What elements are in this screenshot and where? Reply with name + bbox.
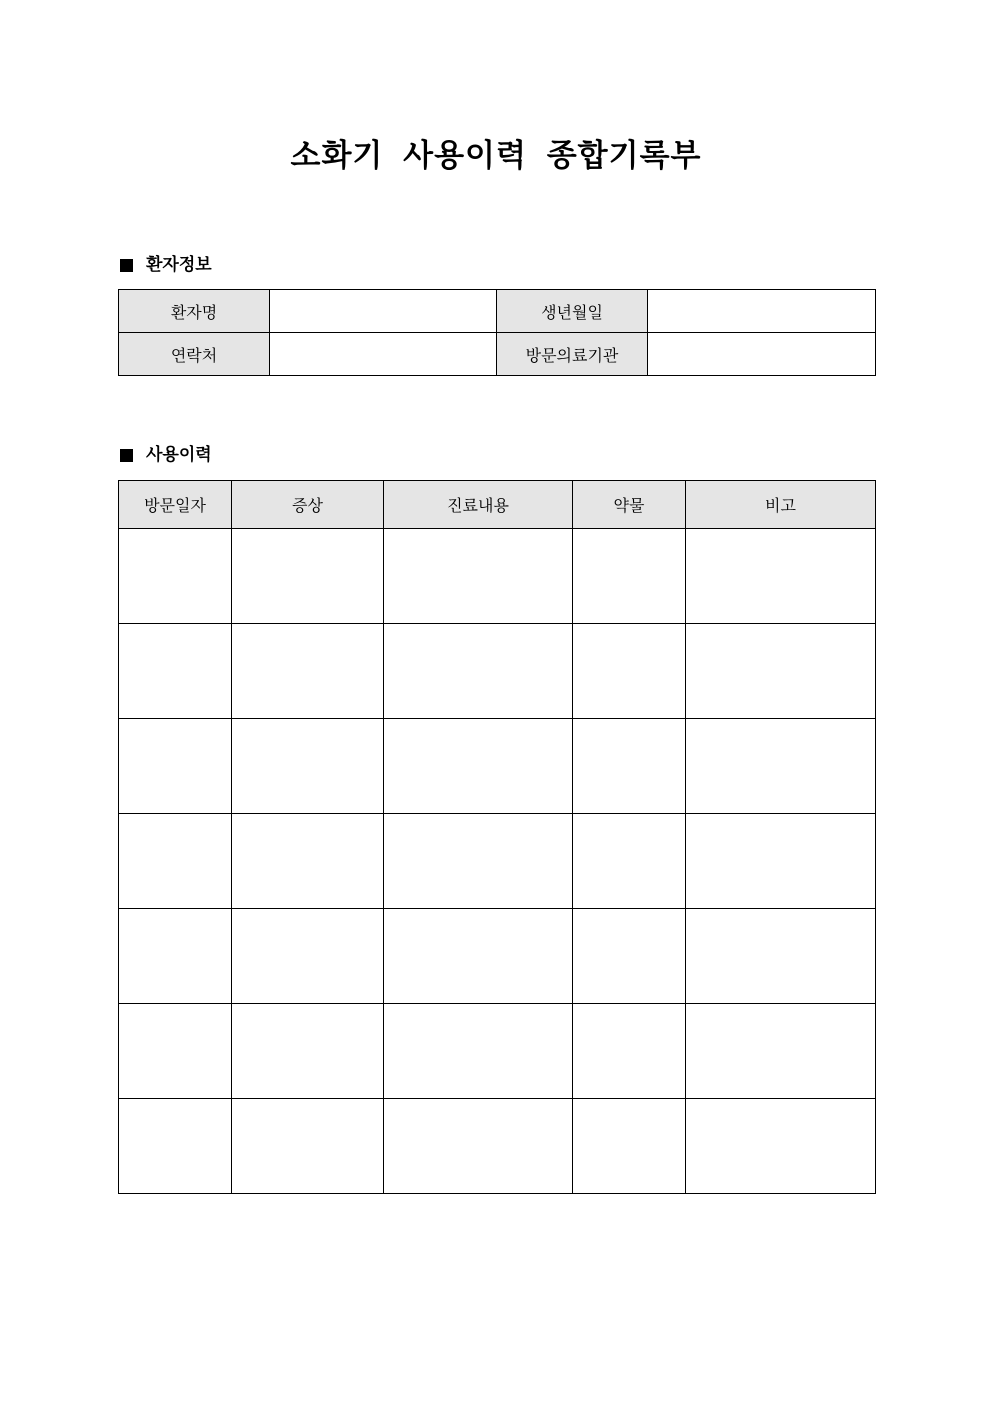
column-header-medication: 약물 <box>573 481 686 529</box>
treatment-cell[interactable] <box>384 719 573 814</box>
treatment-cell[interactable] <box>384 814 573 909</box>
remarks-cell[interactable] <box>686 529 876 624</box>
medication-cell[interactable] <box>573 909 686 1004</box>
remarks-cell[interactable] <box>686 1099 876 1194</box>
medication-cell[interactable] <box>573 529 686 624</box>
visit-date-cell[interactable] <box>119 1004 232 1099</box>
table-row <box>119 333 876 376</box>
patient-info-heading-text: 환자정보 <box>146 255 212 275</box>
medication-cell[interactable] <box>573 624 686 719</box>
medical-institution-label: 방문의료기관 <box>497 333 648 376</box>
table-row <box>119 290 876 333</box>
table-row <box>119 624 876 719</box>
column-header-treatment: 진료내용 <box>384 481 573 529</box>
visit-date-cell[interactable] <box>119 814 232 909</box>
table-row <box>119 814 876 909</box>
visit-date-cell[interactable] <box>119 624 232 719</box>
table-header-row <box>119 481 876 529</box>
usage-history-heading <box>120 443 212 467</box>
birth-date-field[interactable] <box>648 290 876 333</box>
medication-cell[interactable] <box>573 814 686 909</box>
medication-cell[interactable] <box>573 1004 686 1099</box>
patient-name-label: 환자명 <box>119 290 270 333</box>
medical-institution-field[interactable] <box>648 333 876 376</box>
symptom-cell[interactable] <box>232 814 384 909</box>
symptom-cell[interactable] <box>232 529 384 624</box>
contact-label: 연락처 <box>119 333 270 376</box>
treatment-cell[interactable] <box>384 624 573 719</box>
column-header-symptom: 증상 <box>232 481 384 529</box>
birth-date-label: 생년월일 <box>497 290 648 333</box>
square-bullet-icon <box>120 449 133 462</box>
treatment-cell[interactable] <box>384 1004 573 1099</box>
usage-history-body <box>119 529 876 1194</box>
patient-info-table <box>118 289 876 376</box>
patient-name-field[interactable] <box>270 290 497 333</box>
table-row <box>119 909 876 1004</box>
visit-date-cell[interactable] <box>119 909 232 1004</box>
remarks-cell[interactable] <box>686 719 876 814</box>
table-row <box>119 1004 876 1099</box>
symptom-cell[interactable] <box>232 1099 384 1194</box>
symptom-cell[interactable] <box>232 909 384 1004</box>
square-bullet-icon <box>120 259 133 272</box>
treatment-cell[interactable] <box>384 1099 573 1194</box>
medication-cell[interactable] <box>573 719 686 814</box>
symptom-cell[interactable] <box>232 719 384 814</box>
visit-date-cell[interactable] <box>119 1099 232 1194</box>
symptom-cell[interactable] <box>232 1004 384 1099</box>
remarks-cell[interactable] <box>686 814 876 909</box>
remarks-cell[interactable] <box>686 1004 876 1099</box>
column-header-remarks: 비고 <box>686 481 876 529</box>
column-header-visit-date: 방문일자 <box>119 481 232 529</box>
table-row <box>119 529 876 624</box>
remarks-cell[interactable] <box>686 909 876 1004</box>
medication-cell[interactable] <box>573 1099 686 1194</box>
document-title: 소화기 사용이력 종합기록부 <box>290 138 702 174</box>
visit-date-cell[interactable] <box>119 719 232 814</box>
treatment-cell[interactable] <box>384 529 573 624</box>
remarks-cell[interactable] <box>686 624 876 719</box>
usage-history-table <box>118 480 876 1194</box>
usage-history-heading-text: 사용이력 <box>146 445 212 465</box>
treatment-cell[interactable] <box>384 909 573 1004</box>
table-row <box>119 719 876 814</box>
visit-date-cell[interactable] <box>119 529 232 624</box>
contact-field[interactable] <box>270 333 497 376</box>
patient-info-heading <box>120 253 212 277</box>
symptom-cell[interactable] <box>232 624 384 719</box>
table-row <box>119 1099 876 1194</box>
